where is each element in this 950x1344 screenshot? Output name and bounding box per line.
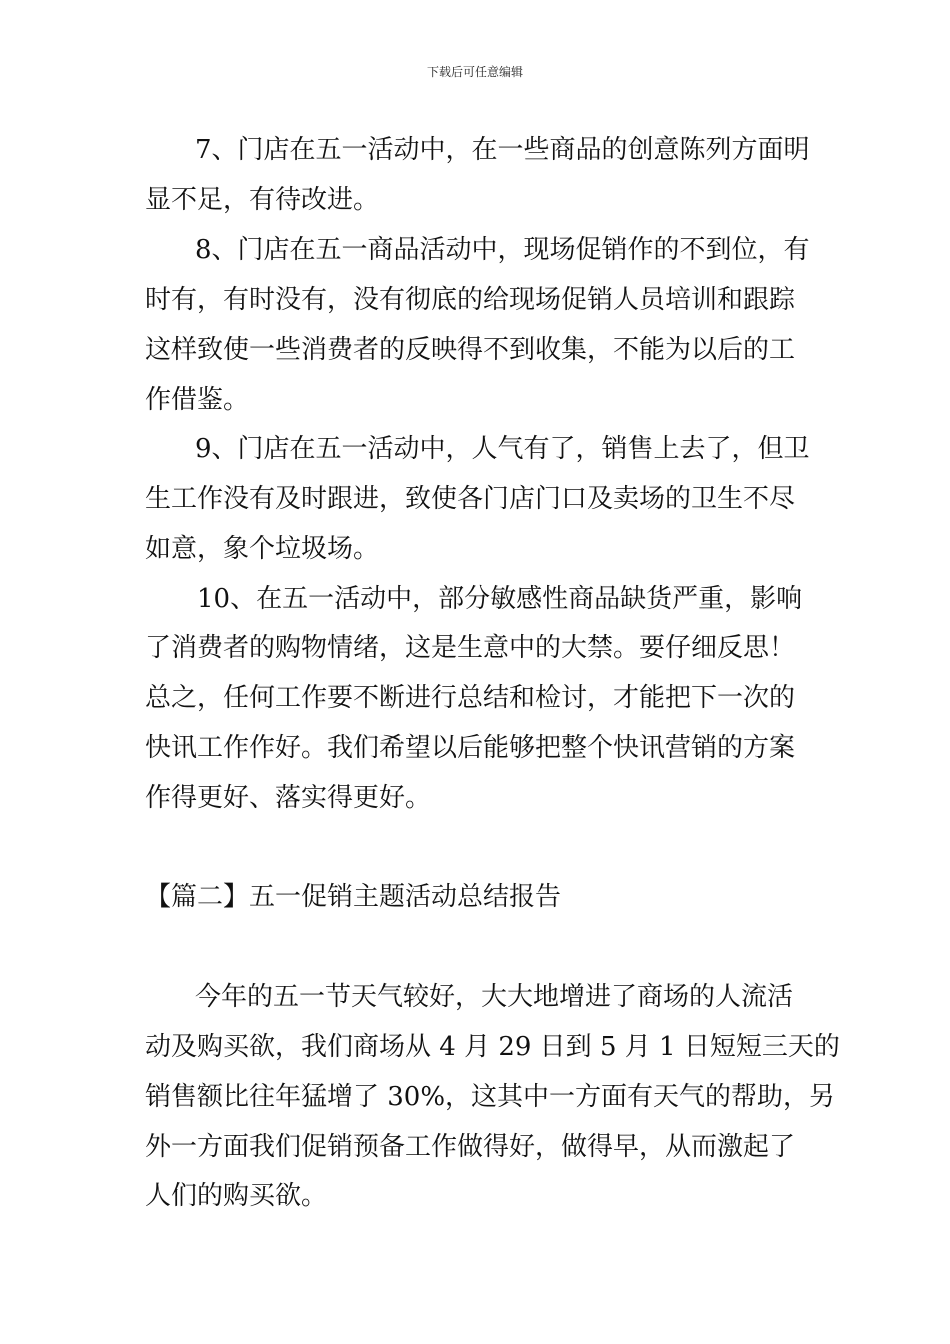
section-paragraph-line-4: 外一方面我们促销预备工作做得好，做得早，从而激起了 <box>145 1132 796 1162</box>
section-title: 【篇二】五一促销主题活动总结报告 <box>145 882 562 912</box>
page-header: 下载后可任意编辑 <box>426 65 523 79</box>
paragraph-9-line-2: 生工作没有及时跟进，致使各门店门口及卖场的卫生不尽 <box>145 484 796 514</box>
paragraph-10-line-3: 总之，任何工作要不断进行总结和检讨，才能把下一次的 <box>145 683 796 713</box>
section-paragraph-line-2: 动及购买欲，我们商场从 4 月 29 日到 5 月 1 日短短三天的 <box>145 1032 840 1062</box>
paragraph-9-line-1: 9、门店在五一活动中，人气有了，销售上去了，但卫 <box>195 434 810 464</box>
paragraph-10-line-2: 了消费者的购物情绪，这是生意中的大禁。要仔细反思！ <box>145 633 796 663</box>
paragraph-7-line-2: 显不足，有待改进。 <box>145 185 380 215</box>
paragraph-8-line-3: 这样致使一些消费者的反映得不到收集，不能为以后的工 <box>145 335 796 365</box>
paragraph-8-line-1: 8、门店在五一商品活动中，现场促销作的不到位，有 <box>195 235 810 265</box>
paragraph-8-line-4: 作借鉴。 <box>145 385 250 415</box>
paragraph-10-line-5: 作得更好、落实得更好。 <box>145 783 432 813</box>
paragraph-7-line-1: 7、门店在五一活动中，在一些商品的创意陈列方面明 <box>195 135 810 165</box>
paragraph-8-line-2: 时有，有时没有，没有彻底的给现场促销人员培训和跟踪 <box>145 285 796 315</box>
paragraph-10-line-4: 快讯工作作好。我们希望以后能够把整个快讯营销的方案 <box>145 733 796 763</box>
paragraph-10-line-1: 10、在五一活动中，部分敏感性商品缺货严重，影响 <box>197 584 803 614</box>
section-paragraph-line-1: 今年的五一节天气较好，大大地增进了商场的人流活 <box>195 982 794 1012</box>
section-paragraph-line-3: 销售额比往年猛增了 30%，这其中一方面有天气的帮助，另 <box>145 1082 836 1112</box>
paragraph-9-line-3: 如意，象个垃圾场。 <box>145 534 380 564</box>
section-paragraph-line-5: 人们的购买欲。 <box>145 1181 328 1211</box>
